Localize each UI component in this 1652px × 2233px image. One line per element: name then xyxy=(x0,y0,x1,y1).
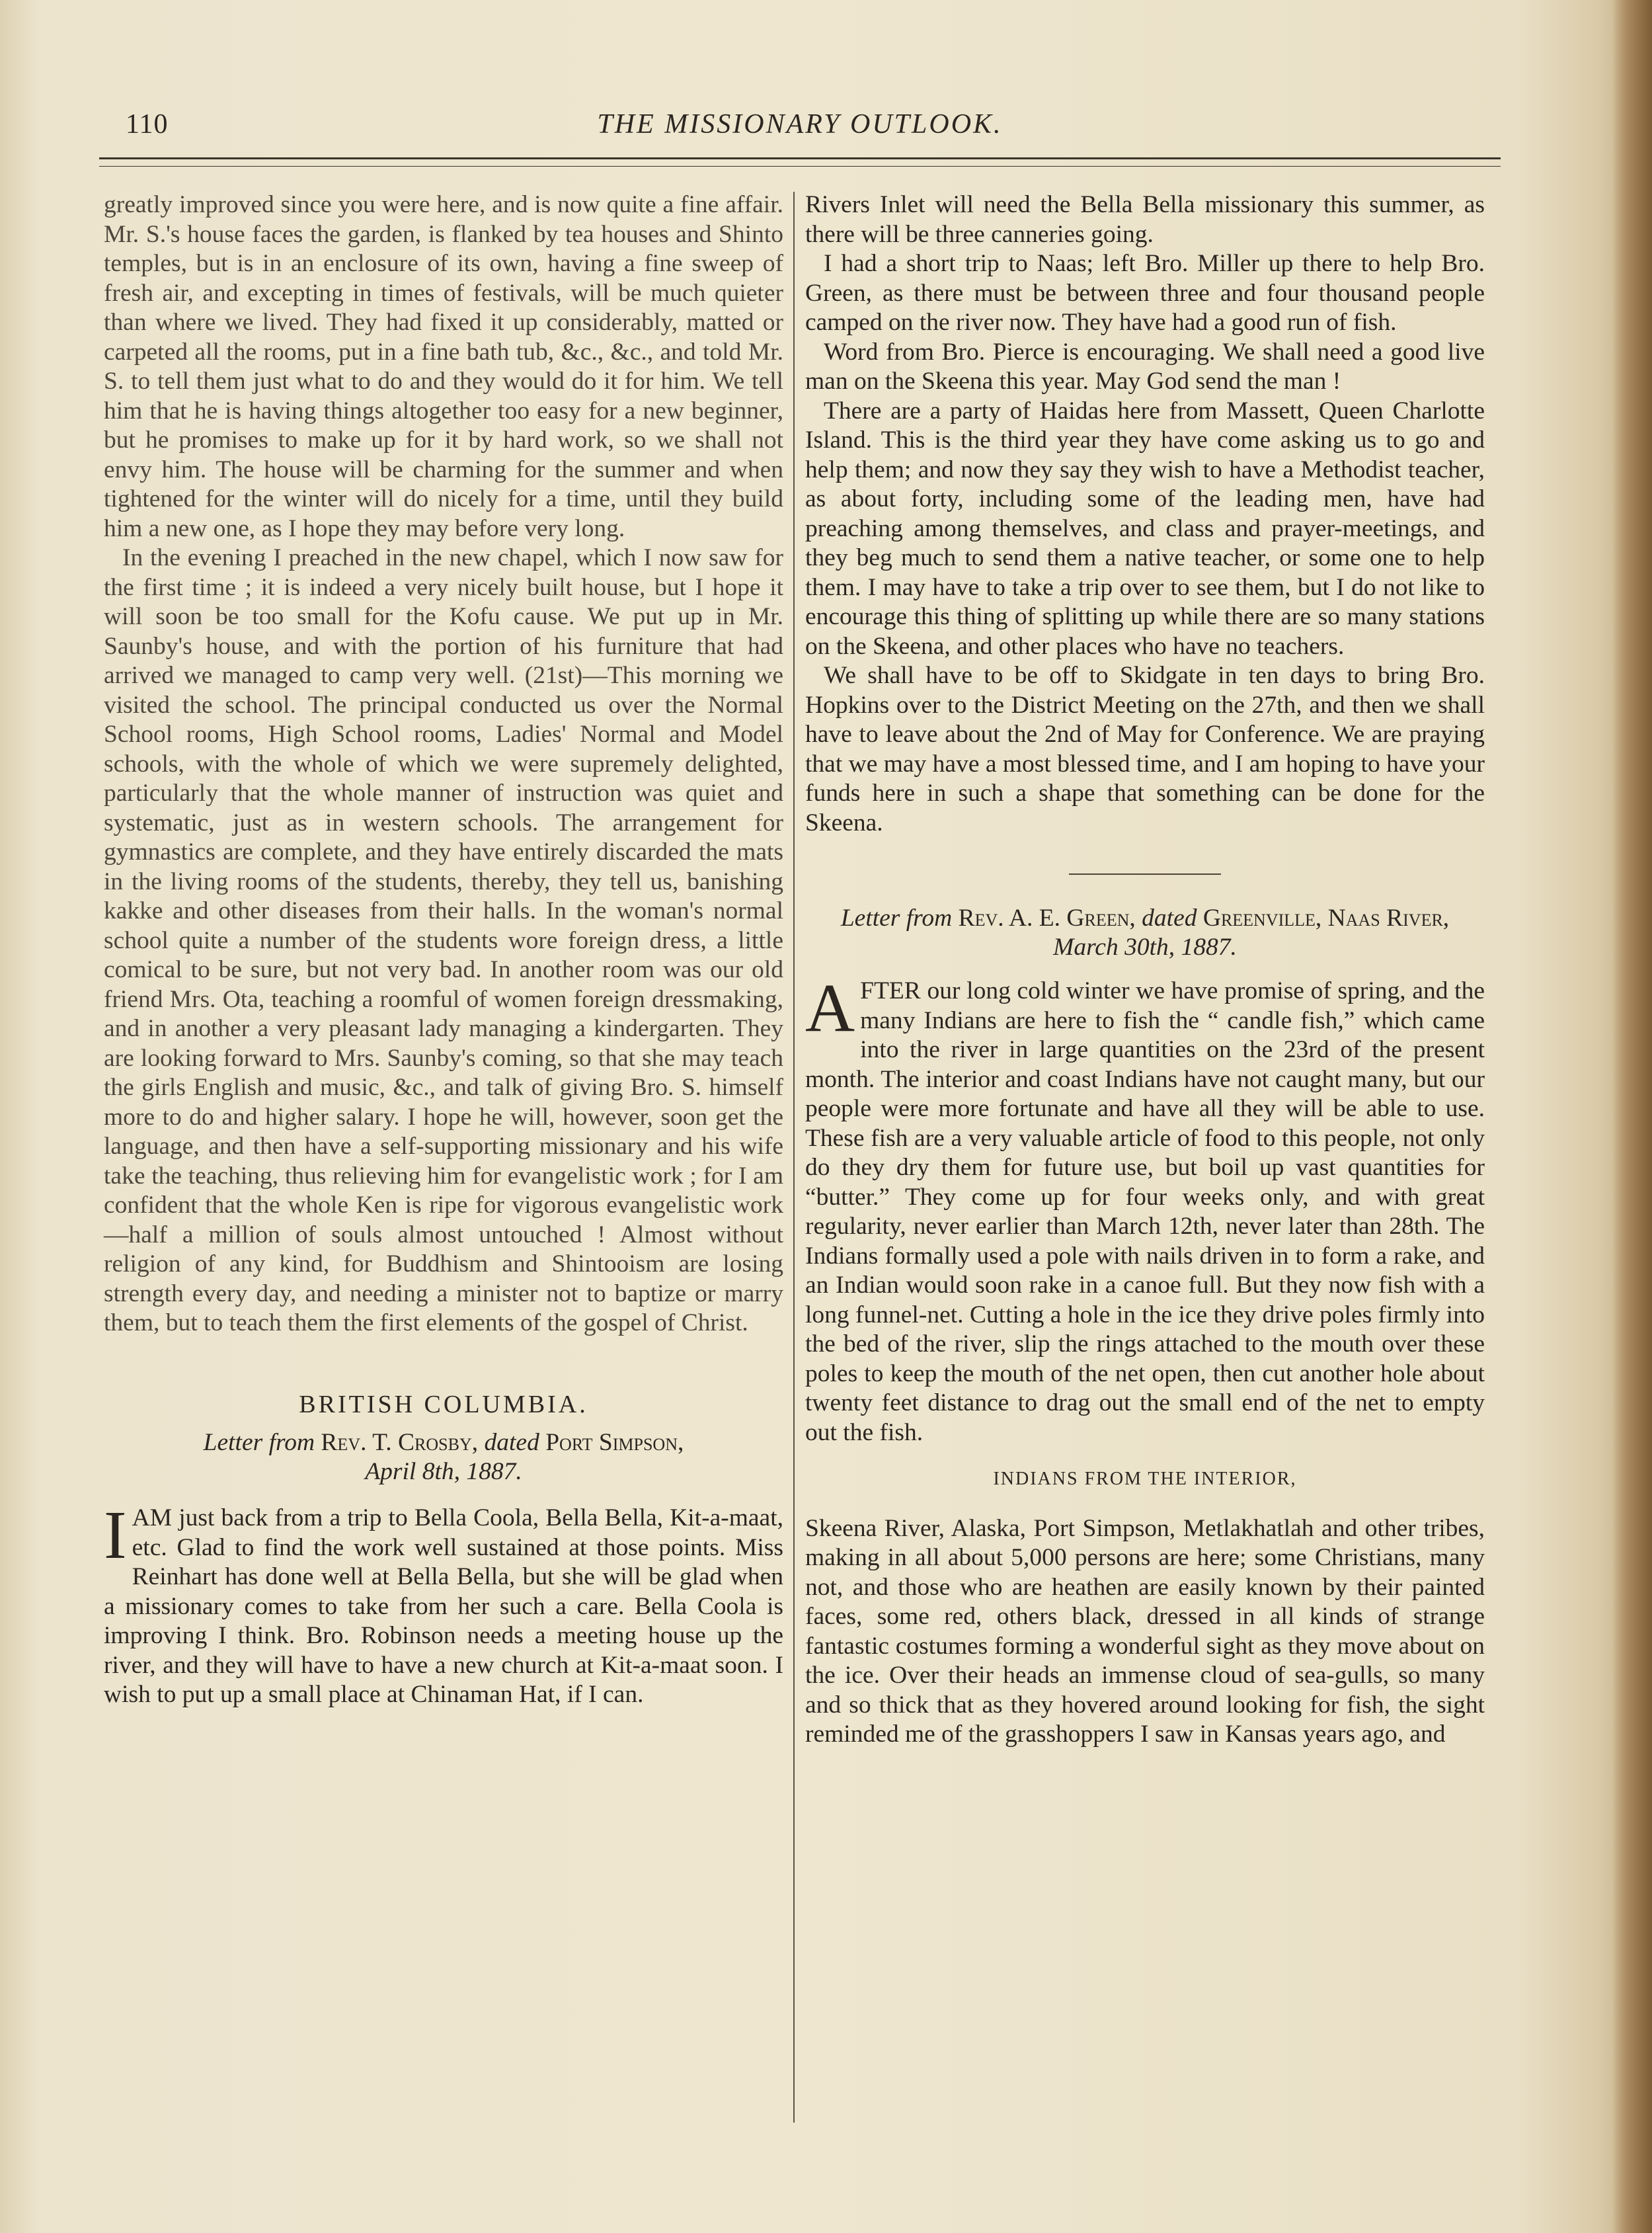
paragraph: greatly improved since you were here, and is now quite a fine affair. Mr. S.'s house faces the garden, is flanked by tea houses and Shinto temples, but is in an enclosure of its own, having a fine sweep of fresh air, and excepting in times of festivals, will be much quieter than where we lived. They had fixed it up considerably, matted or carpeted all the rooms, put in a fine bath tub, &c., &c., and told Mr. S. to tell them just what to do and they would do it for him. We tell him that he is having things altogether too easy for a new beginner, but he promises to make up for it by hard work, so we shall not envy him. The house will be charming for the summer and when tightened for the winter will do nicely for a time, until they build him a new one, as I hope they may before very long. xyxy=(104,191,783,542)
running-header xyxy=(99,106,1501,152)
section-rule xyxy=(1069,873,1221,875)
header-rule xyxy=(99,157,1501,167)
letter-paragraph xyxy=(805,970,1485,1447)
letter-byline xyxy=(805,904,1485,962)
paragraph: Skeena River, Alaska, Port Simpson, Metlakhatlah and other tribes, making in all about 5,000 persons are here; some Christians, many not, and those who are heathen are easily known by their painted faces, some red, others black, dressed in all kinds of strange fantastic costumes forming a wonderful sight as they move about on the ice. Over their heads an immense cloud of sea-gulls, so many and so thick that as they hovered around looking for fish, the sight reminded me of the grasshoppers I saw in Kansas years ago, and xyxy=(805,1514,1485,1748)
paragraph: In the evening I preached in the new chapel, which I now saw for the first time ; it is indeed a very nicely built house, but I hope it will soon be too small for the Kofu cause. We put up in Mr. Saunby's house, and with the portion of his furniture that had arrived we managed to camp very well. (21st)—This morning we visited the school. The principal conducted us over the Normal School rooms, High School rooms, Ladies' Normal and Model schools, with the whole of which we were supremely delighted, particularly that the whole manner of instruction was quiet and systematic, just as in western schools. The arrangement for gymnastics are complete, and they have entirely discarded the mats in the living rooms of the students, thereby, they tell us, banishing kakke and other diseases from their halls. In the woman's normal school quite a number of the students wore foreign dress, a little comical to be sure, but not very bad. In another room was our old friend Mrs. Ota, teaching a roomful of women foreign dressmaking, and in another a very pleasant lady managing a kindergarten. They are looking forward to Mrs. Saunby's coming, so that she may teach the girls English and music, &c., and talk of giving Bro. S. himself more to do and higher salary. I hope he will, however, soon get the language, and then have a self-supporting missionary and his wife take the teaching, thus relieving him for evangelistic work ; for I am confident that the whole Ken is ripe for vigorous evangelistic work—half a million of souls almost untouched ! Almost without religion of any kind, for Buddhism and Shintooism are losing strength every day, and needing a minister not to baptize or marry them, but to teach them the first elements of the gospel of Christ. xyxy=(104,544,783,1336)
right-column xyxy=(805,190,1485,1750)
drop-cap: A xyxy=(805,970,855,1046)
byline-date: April 8th, 1887. xyxy=(365,1458,522,1485)
byline-name: Rev. T. Crosby, xyxy=(321,1429,479,1456)
letter-text: FTER our long cold winter we have promise of spring, and the many Indians are here to fish the “ candle fish,” which came into the river in large quantities on the 23rd of the present month. The interior and coast Indians have not caught many, but our people were more fortunate and have all they will be able to use. These fish are a very valuable article of food to this people, not only do they dry them for future use, but boil up vast quantities for “butter.” They come up for four weeks only, and with great regularity, never earlier than March 12th, never later than 28th. The Indians formally used a pole with nails driven in to form a rake, and an Indian would soon rake in a canoe full. But they now fish with a long funnel-net. Cutting a hole in the ice they drive poles firmly into the bed of the river, slip the rings attached to the mouth over these poles to keep the mouth of the net open, then cut another hole about twenty feet distance to drag out the small end of the net to empty out the fish. xyxy=(805,977,1485,1446)
paragraph: We shall have to be off to Skidgate in ten days to bring Bro. Hopkins over to the District Meeting on the 27th, and then we shall have to leave about the 2nd of May for Conference. We are praying that we may have a most blessed time, and I am hoping to have your funds here in such a shape that something can be done for the Skeena. xyxy=(805,662,1485,836)
byline-letter-from: Letter from xyxy=(203,1429,315,1456)
byline-date: March 30th, 1887. xyxy=(1053,934,1237,961)
paragraph: There are a party of Haidas here from Massett, Queen Charlotte Island. This is the third year they have come asking us to go and help them; and now they say they wish to have a Methodist teacher, as about forty, including some of the leading men, have had preaching among themselves, and class and prayer-meetings, and they beg much to send them a native teacher, or some one to help them. I may have to take a trip over to see them, but I do not like to encourage this thing of splitting up while there are so many stations on the Skeena, and other places who have no teachers. xyxy=(805,397,1485,660)
column-divider xyxy=(793,192,795,2123)
byline-dated: dated xyxy=(1142,905,1197,932)
page-number: 110 xyxy=(126,109,169,140)
letter-paragraph xyxy=(104,1497,783,1710)
left-column xyxy=(104,190,783,1710)
section-heading: BRITISH COLUMBIA. xyxy=(299,1390,588,1418)
byline-dated: dated xyxy=(484,1429,539,1456)
letter-byline xyxy=(104,1428,783,1486)
paragraph: Word from Bro. Pierce is encouraging. We shall need a good live man on the Skeena this year. May God send the man ! xyxy=(805,338,1485,395)
paragraph: Rivers Inlet will need the Bella Bella missionary this summer, as there will be three canneries going. xyxy=(805,191,1485,248)
paragraph: I had a short trip to Naas; left Bro. Miller up there to help Bro. Green, as there must be between three and four thousand people camped on the river now. They have had a good run of fish. xyxy=(805,250,1485,336)
drop-cap: I xyxy=(104,1497,127,1573)
byline-place: Greenville, Naas River, xyxy=(1202,905,1450,932)
page-edge-shadow xyxy=(1612,0,1652,2233)
running-title: THE MISSIONARY OUTLOOK. xyxy=(597,109,1003,140)
byline-place: Port Simpson, xyxy=(545,1429,684,1456)
byline-name: Rev. A. E. Green, xyxy=(958,905,1136,932)
byline-letter-from: Letter from xyxy=(840,905,953,932)
letter-text: AM just back from a trip to Bella Coola, Bella Bella, Kit-a-maat, etc. Glad to find the work well sustained at those points. Miss Reinhart has done well at Bella Bella, but she will be glad when a missionary comes to take from her such a care. Bella Coola is improving I think. Bro. Robinson needs a meeting house up the river, and they will have to have a new church at Kit-a-maat soon. I wish to put up a small place at Chinaman Hat, if I can. xyxy=(104,1504,783,1708)
subheading: INDIANS FROM THE INTERIOR, xyxy=(993,1469,1297,1489)
